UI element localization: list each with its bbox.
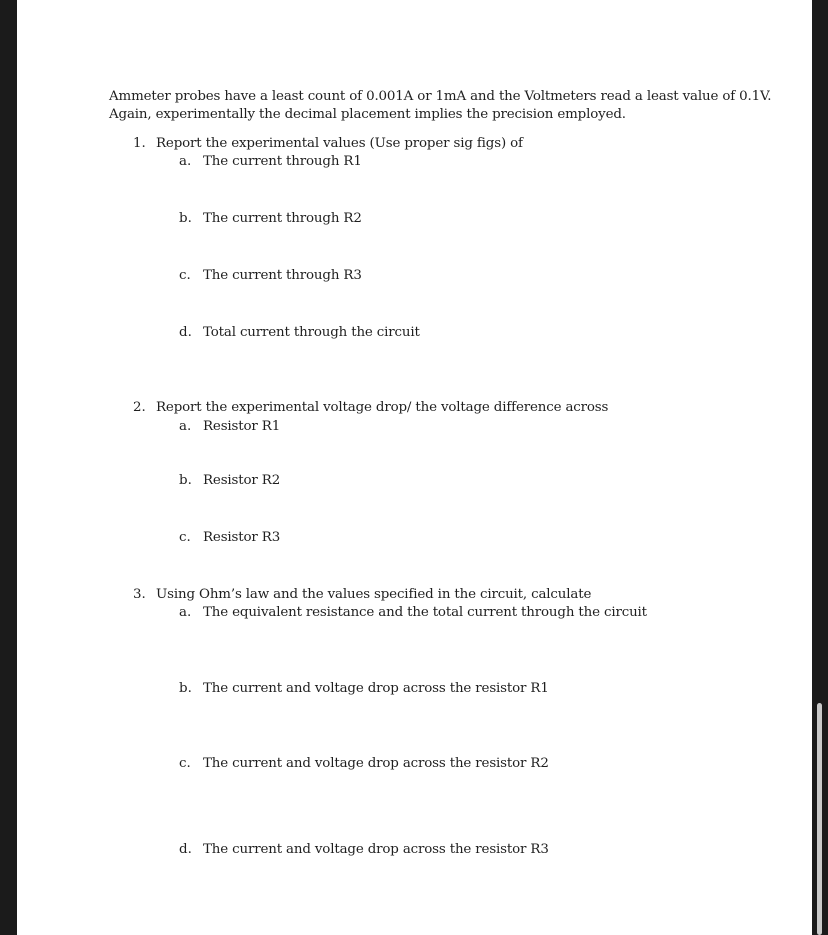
q3-item-d-text: The current and voltage drop across the resistor R3 xyxy=(203,842,549,857)
intro-line-2: Again, experimentally the decimal placement implies the precision employed. xyxy=(109,107,626,122)
question-1-number: 1. xyxy=(133,136,146,151)
q1-item-c-text: The current through R3 xyxy=(203,268,362,283)
q2-item-b-text: Resistor R2 xyxy=(203,473,281,488)
q3-item-a-text: The equivalent resistance and the total current through the circuit xyxy=(203,605,647,620)
q3-item-c-text: The current and voltage drop across the resistor R2 xyxy=(203,756,549,771)
q3-item-c-label: c. xyxy=(179,756,191,771)
q2-item-b-label: b. xyxy=(179,473,192,488)
document-page xyxy=(17,0,812,935)
question-3-number: 3. xyxy=(133,587,146,602)
question-1-text: Report the experimental values (Use proper sig figs) of xyxy=(156,136,523,151)
q3-item-d-label: d. xyxy=(179,842,192,857)
question-2-text: Report the experimental voltage drop/ the voltage difference across xyxy=(156,400,609,415)
q3-item-a-label: a. xyxy=(179,605,192,620)
question-3-text: Using Ohm’s law and the values specified in the circuit, calculate xyxy=(156,587,592,602)
q1-item-d-text: Total current through the circuit xyxy=(203,325,420,340)
q2-item-c-label: c. xyxy=(179,530,191,545)
q2-item-c-text: Resistor R3 xyxy=(203,530,281,545)
q1-item-a-text: The current through R1 xyxy=(203,154,362,169)
q3-item-b-label: b. xyxy=(179,681,192,696)
q1-item-b-text: The current through R2 xyxy=(203,211,362,226)
question-2-number: 2. xyxy=(133,400,146,415)
q1-item-c-label: c. xyxy=(179,268,191,283)
q2-item-a-label: a. xyxy=(179,419,192,434)
intro-line-1: Ammeter probes have a least count of 0.001A or 1mA and the Voltmeters read a least value of 0.1V. xyxy=(109,89,772,104)
q1-item-a-label: a. xyxy=(179,154,192,169)
q1-item-b-label: b. xyxy=(179,211,192,226)
q3-item-b-text: The current and voltage drop across the resistor R1 xyxy=(203,681,549,696)
scrollbar-thumb[interactable] xyxy=(817,703,822,935)
q1-item-d-label: d. xyxy=(179,325,192,340)
q2-item-a-text: Resistor R1 xyxy=(203,419,281,434)
